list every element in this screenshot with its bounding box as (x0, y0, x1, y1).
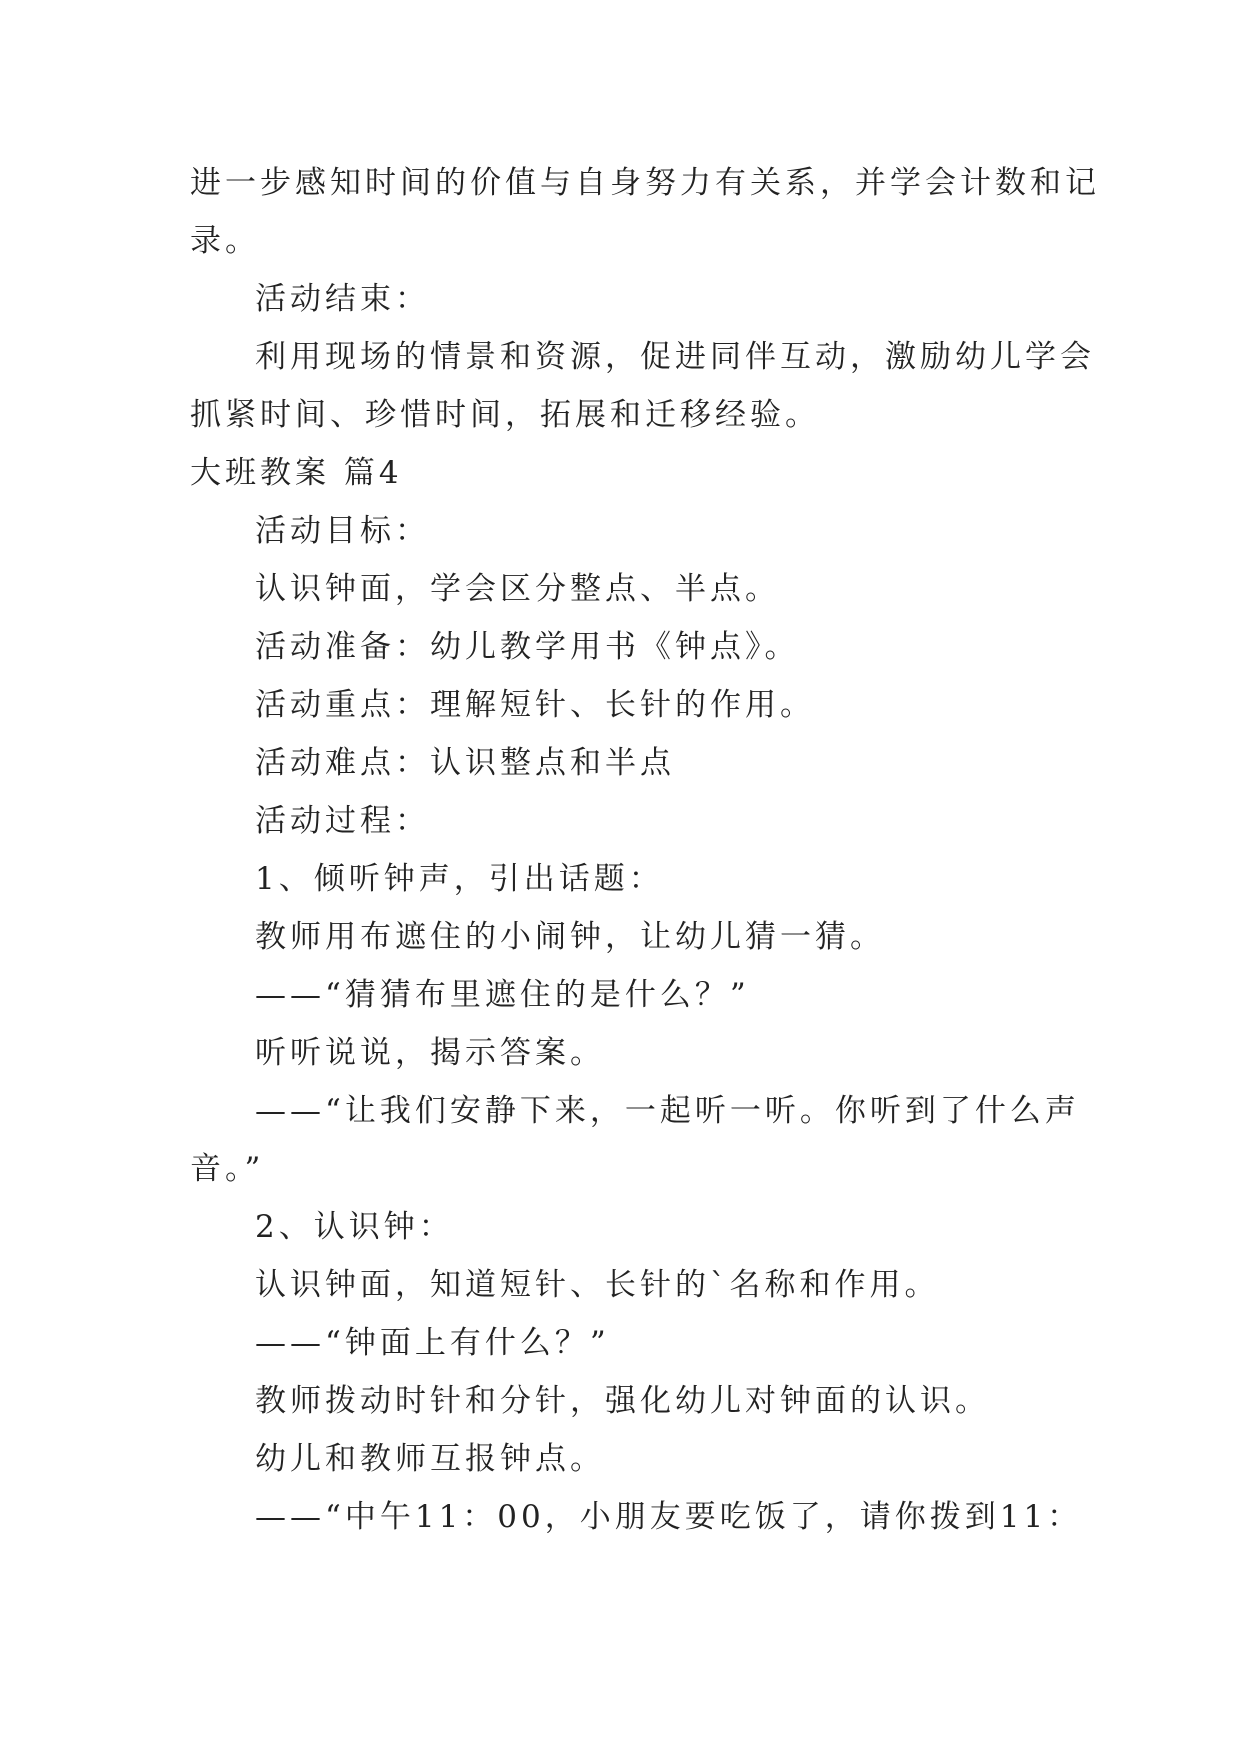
paragraph-line: 活动重点：理解短针、长针的作用。 (255, 687, 815, 723)
paragraph-line: 认识钟面，知道短针、长针的`名称和作用。 (255, 1267, 940, 1303)
quote-line: ——“让我们安静下来，一起听一听。你听到了什么声 (255, 1093, 1080, 1129)
paragraph-line: 活动准备：幼儿教学用书《钟点》。 (255, 629, 800, 665)
lesson-title: 大班教案 篇4 (190, 455, 403, 491)
paragraph-line: 活动难点：认识整点和半点 (255, 745, 675, 781)
paragraph-line: 利用现场的情景和资源，促进同伴互动，激励幼儿学会 (255, 339, 1095, 375)
section-heading: 活动结束： (255, 281, 430, 317)
paragraph-line: 听听说说，揭示答案。 (255, 1035, 605, 1071)
step-heading: 1、倾听钟声，引出话题： (255, 861, 664, 897)
paragraph-line: 进一步感知时间的价值与自身努力有关系，并学会计数和记 (190, 165, 1100, 201)
section-heading: 活动目标： (255, 513, 430, 549)
paragraph-line: 教师拨动时针和分针，强化幼儿对钟面的认识。 (255, 1383, 990, 1419)
paragraph-line: 录。 (190, 223, 260, 259)
quote-line: 音。” (190, 1151, 265, 1187)
paragraph-line: 认识钟面，学会区分整点、半点。 (255, 571, 780, 607)
paragraph-line: 幼儿和教师互报钟点。 (255, 1441, 605, 1477)
paragraph-line: 抓紧时间、珍惜时间，拓展和迁移经验。 (190, 397, 820, 433)
quote-line: ——“猜猜布里遮住的是什么？” (255, 977, 750, 1013)
step-heading: 2、认识钟： (255, 1209, 454, 1245)
quote-line: ——“中午11：00，小朋友要吃饭了，请你拨到11： (255, 1499, 1083, 1535)
quote-line: ——“钟面上有什么？” (255, 1325, 610, 1361)
section-heading: 活动过程： (255, 803, 430, 839)
paragraph-line: 教师用布遮住的小闹钟，让幼儿猜一猜。 (255, 919, 885, 955)
